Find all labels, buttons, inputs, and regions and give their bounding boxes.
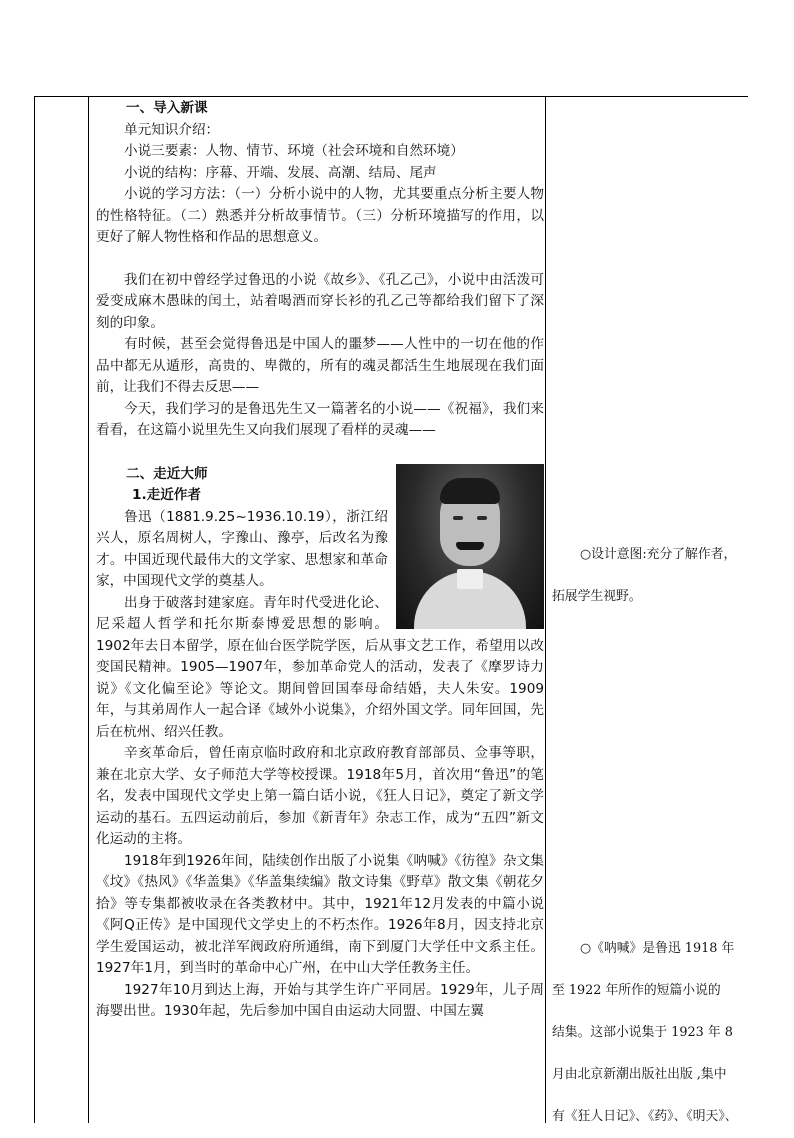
note-line: 结集。这部小说集于 1923 年 8 <box>552 1025 733 1040</box>
note-line: 至 1922 年所作的短篇小说的 <box>552 983 721 998</box>
intro-paragraph-2: 有时候，甚至会觉得鲁迅是中国人的噩梦——人性中的一切在他的作品中都无从遁形，高贵的、卑微的，所有的魂灵都活生生地展现在我们面前，让我们不得去反思—— <box>96 336 544 395</box>
note-line: 拓展学生视野。 <box>552 589 642 604</box>
intro-paragraph-1: 我们在初中曾经学过鲁迅的小说《故乡》、《孔乙己》，小说中由活泼可爱变成麻木愚昧的闰土，站着喝酒而穿长衫的孔乙己等都给我们留下了深刻的印象。 <box>96 271 544 331</box>
novel-structure: 小说的结构：序幕、开端、发展、高潮、结局、尾声 <box>124 164 437 181</box>
author-bio-4: 1918年到1926年间，陆续创作出版了小说集《呐喊》《彷徨》杂文集《坟》《热风》《华盖集》《华盖集续编》散文诗集《野草》散文集《朝花夕拾》等专集都被收录在各类教材中。其中，1921年12月发表的中篇小说《阿Q正传》是中国现代文学史上的不朽杰作。1926年8月，因支持北京学生爱国运动，被北洋军阀政府所通缉，南下到厦门大学任中文系主任。1927年1月，到当时的革命中心广州，在中山大学任教务主任。 <box>96 852 544 976</box>
author-bio-5: 1927年10月到达上海，开始与其学生许广平同居。1929年，儿子周海婴出世。1930年起，先后参加中国自由运动大同盟、中国左翼 <box>96 981 544 1019</box>
note-line: 有《狂人日记》、《药》、《明天》、 <box>552 1109 738 1124</box>
column-divider-1 <box>88 96 89 1123</box>
author-portrait <box>396 464 544 629</box>
column-divider-2 <box>545 96 546 1123</box>
table-top-border <box>34 96 748 97</box>
design-intent-note <box>552 534 748 618</box>
note-line: ○《呐喊》是鲁迅 1918 年 <box>580 941 735 956</box>
study-method: 小说的学习方法：（一）分析小说中的人物，尤其要重点分析主要人物的性格特征。（二）熟悉并分析故事情节。（三）分析环境描写的作用，以更好了解人物性格和作品的思想意义。 <box>96 186 544 245</box>
unit-intro-label: 单元知识介绍： <box>124 121 220 138</box>
note-line: ○设计意图:充分了解作者， <box>580 547 737 562</box>
author-bio-2: 出身于破落封建家庭。青年时代受进化论、尼采超人哲学和托尔斯泰博爱思想的影响。1902年去日本留学，原在仙台医学院学医，后从事文艺工作，希望用以改变国民精神。1905—1907年，参加革命党人的活动，发表了《摩罗诗力说》《文化偏至论》等论文。期间曾回国奉母命结婚，夫人朱安。1909年，与其弟周作人一起合译《域外小说集》，介绍外国文学。同年回国，先后在杭州、绍兴任教。 <box>96 594 544 740</box>
author-bio-1: 鲁迅（1881.9.25~1936.10.19），浙江绍兴人，原名周树人，字豫山、豫亭，后改名为豫才。中国近现代最伟大的文学家、思想家和革命家，中国现代文学的奠基人。 <box>96 508 388 589</box>
author-bio-3: 辛亥革命后，曾任南京临时政府和北京政府教育部部员、佥事等职，兼在北京大学、女子师范大学等校授课。1918年5月，首次用“鲁迅”的笔名，发表中国现代文学史上第一篇白话小说，《狂人日记》，奠定了新文学运动的基石。五四运动前后，参加《新青年》杂志工作，成为“五四”新文化运动的主将。 <box>96 745 544 847</box>
lesson-content <box>96 98 544 1023</box>
section-heading-intro: 一、导入新课 <box>126 100 208 116</box>
table-left-border <box>34 96 35 1123</box>
note-line: 月由北京新潮出版社出版 ,集中 <box>552 1067 727 1082</box>
intro-paragraph-3: 今天，我们学习的是鲁迅先生又一篇著名的小说——《祝福》，我们来看看，在这篇小说里先生又向我们展现了看样的灵魂—— <box>96 400 544 438</box>
subheading-author: 1.走近作者 <box>132 487 201 503</box>
novel-elements: 小说三要素：人物、情节、环境（社会环境和自然环境） <box>124 143 464 159</box>
section-heading-master: 二、走近大师 <box>126 465 208 482</box>
nahan-note <box>552 928 748 1138</box>
